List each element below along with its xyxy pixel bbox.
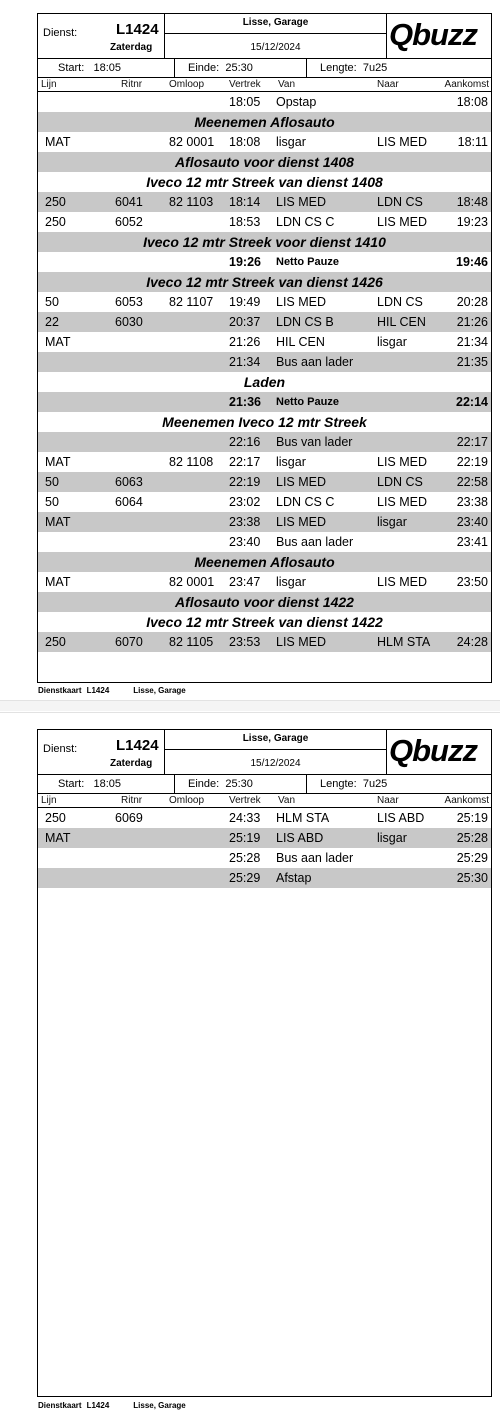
col-ritnr: Ritnr (121, 795, 143, 806)
lengte-label: Lengte: (320, 778, 357, 790)
lijn-cell: 250 (45, 811, 66, 825)
omloop-cell: 82 1108 (169, 455, 214, 469)
aankomst-cell: 22:19 (456, 455, 488, 469)
van-cell: Netto Pauze (276, 256, 339, 268)
lengte-value: 7u25 (362, 62, 388, 74)
ritnr-cell: 6052 (115, 215, 143, 229)
van-cell: Bus aan lader (276, 851, 354, 865)
aankomst-cell: 19:46 (456, 255, 488, 269)
footer-code: L1424 (86, 686, 110, 695)
ritnr-cell: 6030 (115, 315, 143, 329)
einde-field (188, 778, 253, 790)
card-header (38, 730, 491, 775)
aankomst-cell: 19:23 (456, 215, 488, 229)
dienstkaart-page-1 (0, 0, 500, 701)
col-van: Van (278, 795, 296, 806)
van-cell: Opstap (276, 95, 317, 109)
aankomst-cell: 18:48 (456, 195, 488, 209)
section-heading (38, 552, 491, 572)
trip-row (38, 472, 491, 492)
van-cell: lisgar (276, 575, 306, 589)
naar-cell: HIL CEN (377, 315, 426, 329)
trip-row (38, 352, 491, 372)
lijn-cell: 50 (45, 475, 59, 489)
times-bar (38, 59, 491, 78)
header-divider (165, 33, 386, 34)
lijn-cell: 250 (45, 195, 66, 209)
ritnr-cell: 6053 (115, 295, 143, 309)
lengte-label: Lengte: (320, 62, 357, 74)
vertrek-cell: 18:14 (229, 195, 261, 209)
dienst-label: Dienst: (43, 27, 78, 39)
trip-row (38, 332, 491, 352)
vertrek-cell: 25:28 (229, 851, 261, 865)
lengte-value: 7u25 (362, 778, 388, 790)
col-van: Van (278, 79, 296, 90)
lijn-cell: 22 (45, 315, 59, 329)
van-cell: Bus aan lader (276, 355, 354, 369)
section-heading-text: Iveco 12 mtr Streek voor dienst 1410 (143, 234, 386, 250)
aankomst-cell: 23:38 (456, 495, 488, 509)
section-heading (38, 372, 491, 392)
einde-time: 25:30 (225, 778, 253, 790)
naar-cell: LDN CS (377, 475, 423, 489)
naar-cell: LIS MED (377, 135, 428, 149)
vertrek-cell: 19:49 (229, 295, 261, 309)
van-cell: lisgar (276, 455, 306, 469)
van-cell: LDN CS C (276, 495, 335, 509)
header-divider (386, 14, 387, 58)
times-bar (38, 775, 491, 794)
section-heading-text: Meenemen Aflosauto (194, 554, 335, 570)
start-label: Start: (58, 778, 85, 790)
aankomst-cell: 25:28 (456, 831, 488, 845)
section-heading-text: Aflosauto voor dienst 1408 (175, 154, 354, 170)
aankomst-cell: 20:28 (456, 295, 488, 309)
pause-row (38, 252, 491, 272)
vertrek-cell: 19:26 (229, 255, 261, 269)
omloop-cell: 82 1105 (169, 635, 214, 649)
van-cell: Netto Pauze (276, 396, 339, 408)
lengte-field (320, 62, 387, 74)
aankomst-cell: 23:41 (456, 535, 488, 549)
ritnr-cell: 6069 (115, 811, 143, 825)
naar-cell: lisgar (377, 515, 407, 529)
aankomst-cell: 23:40 (456, 515, 488, 529)
brand-logo: Qbuzz (389, 17, 477, 52)
aankomst-cell: 18:11 (457, 135, 488, 149)
aankomst-cell: 22:17 (456, 435, 488, 449)
naar-cell: LDN CS (377, 195, 423, 209)
dienstkaart-card (37, 729, 492, 1397)
naar-cell: lisgar (377, 831, 407, 845)
section-heading (38, 412, 491, 432)
page-separator (0, 701, 500, 711)
lijn-cell: 50 (45, 495, 59, 509)
trip-row (38, 808, 491, 828)
trip-row (38, 212, 491, 232)
times-divider (174, 59, 175, 77)
trip-row (38, 192, 491, 212)
times-divider (306, 775, 307, 793)
page-footer (38, 1401, 186, 1410)
vertrek-cell: 18:05 (229, 95, 261, 109)
aankomst-cell: 25:19 (456, 811, 488, 825)
vertrek-cell: 18:08 (229, 135, 261, 149)
van-cell: LIS MED (276, 195, 327, 209)
col-lijn: Lijn (41, 795, 57, 806)
section-heading (38, 232, 491, 252)
van-cell: LIS MED (276, 295, 327, 309)
vertrek-cell: 23:53 (229, 635, 261, 649)
aankomst-cell: 25:30 (456, 871, 488, 885)
aankomst-cell: 22:58 (456, 475, 488, 489)
dienst-code: L1424 (116, 737, 159, 754)
schedule-rows (38, 808, 491, 888)
section-heading-text: Meenemen Iveco 12 mtr Streek (162, 414, 367, 430)
section-heading (38, 592, 491, 612)
einde-field (188, 62, 253, 74)
section-heading (38, 172, 491, 192)
naar-cell: LIS MED (377, 215, 428, 229)
naar-cell: LIS MED (377, 575, 428, 589)
section-heading (38, 152, 491, 172)
trip-row (38, 432, 491, 452)
van-cell: lisgar (276, 135, 306, 149)
naar-cell: LIS MED (377, 495, 428, 509)
vertrek-cell: 20:37 (229, 315, 261, 329)
trip-row (38, 632, 491, 652)
aankomst-cell: 21:26 (456, 315, 488, 329)
vertrek-cell: 23:40 (229, 535, 261, 549)
ritnr-cell: 6070 (115, 635, 143, 649)
van-cell: LIS MED (276, 475, 327, 489)
van-cell: LIS ABD (276, 831, 324, 845)
footer-location: Lisse, Garage (133, 1401, 186, 1410)
trip-row (38, 312, 491, 332)
location-label: Lisse, Garage (242, 17, 309, 28)
ritnr-cell: 6063 (115, 475, 143, 489)
lijn-cell: MAT (45, 575, 71, 589)
lijn-cell: MAT (45, 135, 71, 149)
dienst-code: L1424 (116, 21, 159, 38)
times-divider (306, 59, 307, 77)
vertrek-cell: 21:36 (229, 395, 261, 409)
lijn-cell: 50 (45, 295, 59, 309)
dienst-label: Dienst: (43, 743, 78, 755)
col-vertrek: Vertrek (229, 795, 261, 806)
col-omloop: Omloop (169, 795, 205, 806)
section-heading (38, 612, 491, 632)
header-divider (386, 730, 387, 774)
vertrek-cell: 22:16 (229, 435, 261, 449)
footer-label: Dienstkaart (38, 1401, 82, 1410)
trip-row (38, 848, 491, 868)
schedule-rows (38, 92, 491, 652)
vertrek-cell: 18:53 (229, 215, 261, 229)
trip-row (38, 132, 491, 152)
footer-label: Dienstkaart (38, 686, 82, 695)
section-heading (38, 112, 491, 132)
section-heading-text: Iveco 12 mtr Streek van dienst 1408 (146, 174, 383, 190)
lijn-cell: MAT (45, 455, 71, 469)
start-time: 18:05 (93, 62, 121, 74)
vertrek-cell: 25:19 (229, 831, 261, 845)
column-header (38, 78, 491, 92)
dienstkaart-card (37, 13, 492, 683)
vertrek-cell: 23:47 (229, 575, 261, 589)
trip-row (38, 868, 491, 888)
naar-cell: LIS ABD (377, 811, 425, 825)
van-cell: HIL CEN (276, 335, 325, 349)
footer-location: Lisse, Garage (133, 686, 186, 695)
trip-row (38, 492, 491, 512)
aankomst-cell: 22:14 (456, 395, 488, 409)
van-cell: LIS MED (276, 635, 327, 649)
lengte-field (320, 778, 387, 790)
location-label: Lisse, Garage (242, 733, 309, 744)
col-lijn: Lijn (41, 79, 57, 90)
start-field (58, 778, 121, 790)
van-cell: Bus aan lader (276, 535, 354, 549)
aankomst-cell: 21:34 (456, 335, 488, 349)
van-cell: LIS MED (276, 515, 327, 529)
section-heading-text: Aflosauto voor dienst 1422 (175, 594, 354, 610)
lijn-cell: 250 (45, 635, 66, 649)
page-footer (38, 686, 186, 695)
footer-code: L1424 (86, 1401, 110, 1410)
vertrek-cell: 21:26 (229, 335, 261, 349)
lijn-cell: MAT (45, 335, 71, 349)
aankomst-cell: 18:08 (456, 95, 488, 109)
col-aankomst: Aankomst (444, 79, 489, 90)
lijn-cell: MAT (45, 515, 71, 529)
vertrek-cell: 21:34 (229, 355, 261, 369)
section-heading-text: Iveco 12 mtr Streek van dienst 1422 (146, 614, 383, 630)
aankomst-cell: 23:50 (456, 575, 488, 589)
vertrek-cell: 25:29 (229, 871, 261, 885)
column-header (38, 794, 491, 808)
vertrek-cell: 23:02 (229, 495, 261, 509)
dienstkaart-page-2 (0, 712, 500, 1427)
section-heading-text: Iveco 12 mtr Streek van dienst 1426 (146, 274, 383, 290)
trip-row (38, 828, 491, 848)
omloop-cell: 82 1103 (169, 195, 214, 209)
vertrek-cell: 22:19 (229, 475, 261, 489)
ritnr-cell: 6041 (115, 195, 143, 209)
naar-cell: LDN CS (377, 295, 423, 309)
trip-row (38, 572, 491, 592)
trip-row (38, 512, 491, 532)
col-aankomst: Aankomst (444, 795, 489, 806)
header-divider (165, 749, 386, 750)
aankomst-cell: 24:28 (456, 635, 488, 649)
van-cell: LDN CS B (276, 315, 334, 329)
trip-row (38, 92, 491, 112)
trip-row (38, 452, 491, 472)
brand-logo: Qbuzz (389, 733, 477, 768)
day-label: Zaterdag (110, 42, 153, 53)
trip-row (38, 532, 491, 552)
einde-label: Einde: (188, 778, 220, 790)
omloop-cell: 82 0001 (169, 135, 215, 149)
lijn-cell: MAT (45, 831, 71, 845)
section-heading-text: Meenemen Aflosauto (194, 114, 335, 130)
naar-cell: HLM STA (377, 635, 431, 649)
section-heading (38, 272, 491, 292)
col-naar: Naar (377, 795, 399, 806)
aankomst-cell: 25:29 (456, 851, 488, 865)
vertrek-cell: 24:33 (229, 811, 261, 825)
date-label: 15/12/2024 (250, 42, 301, 53)
van-cell: HLM STA (276, 811, 330, 825)
start-label: Start: (58, 62, 85, 74)
trip-row (38, 292, 491, 312)
date-label: 15/12/2024 (250, 758, 301, 769)
pause-row (38, 392, 491, 412)
naar-cell: lisgar (377, 335, 407, 349)
einde-time: 25:30 (225, 62, 253, 74)
ritnr-cell: 6064 (115, 495, 143, 509)
start-field (58, 62, 121, 74)
aankomst-cell: 21:35 (456, 355, 488, 369)
card-header (38, 14, 491, 59)
vertrek-cell: 23:38 (229, 515, 261, 529)
start-time: 18:05 (93, 778, 121, 790)
day-label: Zaterdag (110, 758, 153, 769)
col-omloop: Omloop (169, 79, 205, 90)
times-divider (174, 775, 175, 793)
section-heading-text: Laden (243, 374, 286, 390)
van-cell: LDN CS C (276, 215, 335, 229)
einde-label: Einde: (188, 62, 220, 74)
col-naar: Naar (377, 79, 399, 90)
van-cell: Afstap (276, 871, 312, 885)
omloop-cell: 82 1107 (169, 295, 214, 309)
naar-cell: LIS MED (377, 455, 428, 469)
lijn-cell: 250 (45, 215, 66, 229)
col-vertrek: Vertrek (229, 79, 261, 90)
omloop-cell: 82 0001 (169, 575, 215, 589)
col-ritnr: Ritnr (121, 79, 143, 90)
van-cell: Bus van lader (276, 435, 353, 449)
vertrek-cell: 22:17 (229, 455, 261, 469)
